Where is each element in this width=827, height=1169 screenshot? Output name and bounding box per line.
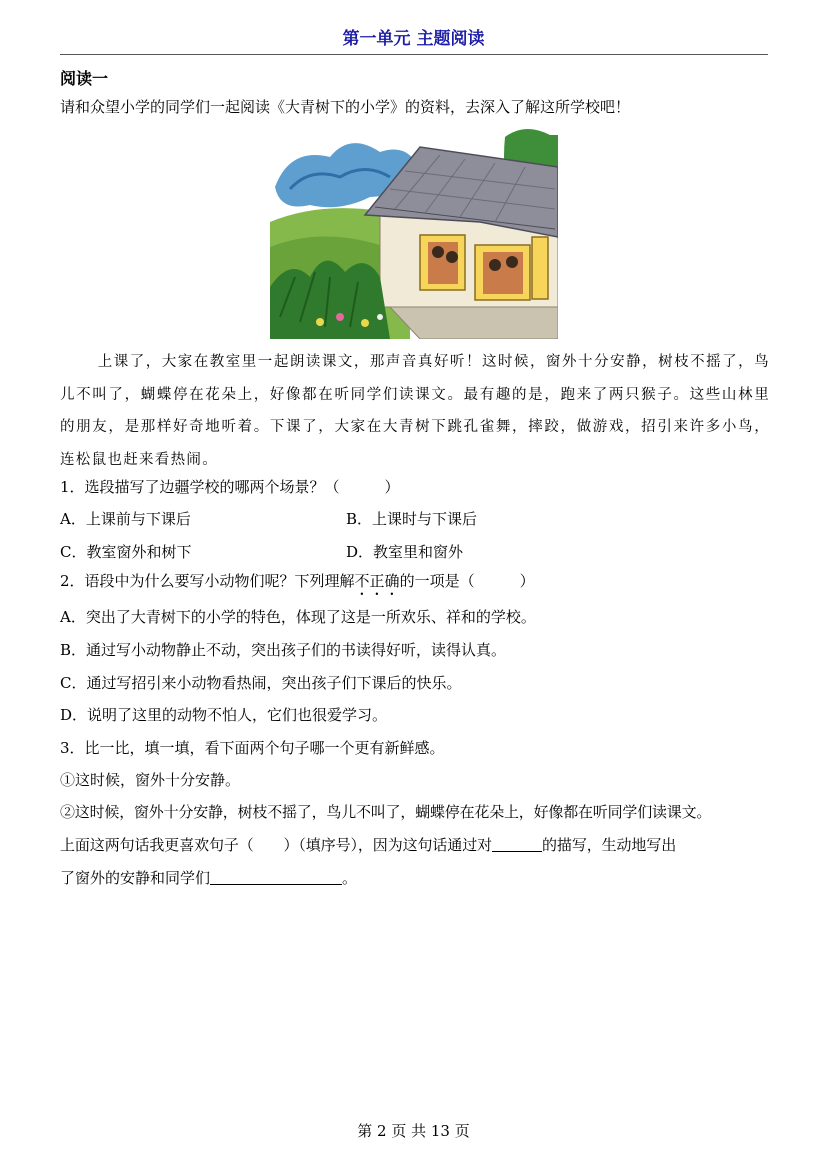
section-title: 阅读一 [60,69,109,88]
question-2-emphasis: 不正确 [354,572,400,590]
question-1-stem: 1．选段描写了边疆学校的哪两个场景？（ ） [60,478,400,496]
page-header-title: 第一单元 主题阅读 [342,29,485,49]
question-1-option-d: D．教室里和窗外 [346,543,464,561]
question-1-option-b: B．上课时与下课后 [346,510,478,528]
section-intro: 请和众望小学的同学们一起阅读《大青树下的小学》的资料，去深入了解这所学校吧！ [60,98,631,116]
question-3-fill-line-2 [60,868,357,888]
reading-passage [60,346,770,476]
question-3-sentence-1: ①这时候，窗外十分安静。 [60,771,241,789]
question-3-fill-line-1 [60,835,676,855]
school-illustration [270,127,558,339]
question-3-stem: 3．比一比，填一填，看下面两个句子哪一个更有新鲜感。 [60,739,445,757]
question-3-fill-d: 。 [342,869,358,887]
question-1-option-a: A．上课前与下课后 [60,510,191,528]
question-3-fill-c: 了窗外的安静和同学们 [60,869,211,887]
question-2-option-a: A．突出了大青树下的小学的特色，体现了这是一所欢乐、祥和的学校。 [60,608,536,626]
answer-blank-1[interactable] [492,835,542,852]
question-3-fill-b: 的描写，生动地写出 [542,836,677,854]
question-2-stem-pre: 2．语段中为什么要写小动物们呢？下列理解 [60,572,355,590]
question-2-option-d: D．说明了这里的动物不怕人，它们也很爱学习。 [60,706,388,724]
question-3-sentence-2: ②这时候，窗外十分安静，树枝不摇了，鸟儿不叫了，蝴蝶停在花朵上，好像都在听同学们读课文。 [60,803,712,821]
question-2-option-c: C．通过写招引来小动物看热闹，突出孩子们下课后的快乐。 [60,674,462,692]
page-footer: 第 2 页 共 13 页 [357,1122,470,1140]
question-2-stem-post: 的一项是（ ） [399,572,535,590]
question-2-stem [60,571,535,599]
question-3-fill-a: 上面这两句话我更喜欢句子（ ）（填序号），因为这句话通过对 [60,836,493,854]
question-1-option-c: C．教室窗外和树下 [60,543,192,561]
answer-blank-2[interactable] [210,868,342,885]
passage-paragraph: 上课了，大家在教室里一起朗读课文，那声音真好听！这时候，窗外十分安静，树枝不摇了，鸟儿不叫了，蝴蝶停在花朵上，好像都在听同学们读课文。最有趣的是，跑来了两只猴子。这些山林里的朋友，是那样好奇地听着。下课了，大家在大青树下跳孔雀舞，摔跤，做游戏，招引来许多小鸟，连松鼠也赶来看热闹。 [60,354,770,468]
header-divider [60,54,768,55]
question-2-option-b: B．通过写小动物静止不动，突出孩子们的书读得好听，读得认真。 [60,641,507,659]
